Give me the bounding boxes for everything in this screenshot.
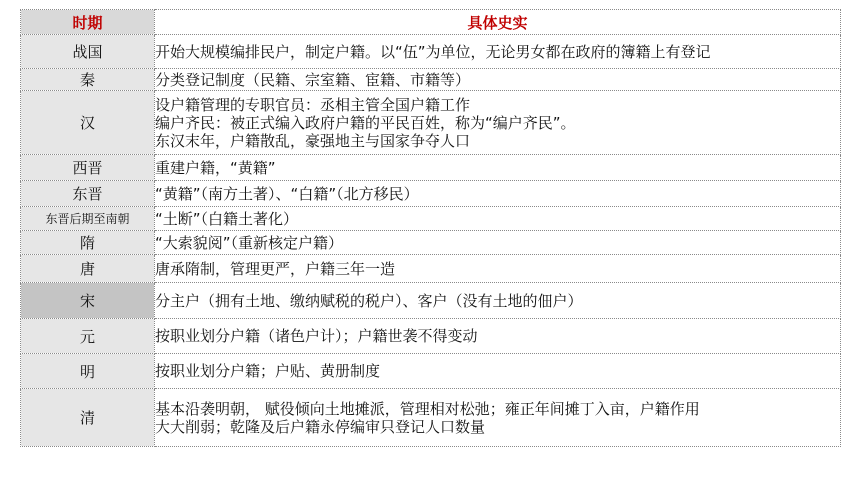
table-row [21, 231, 841, 255]
fact-cell [155, 69, 841, 91]
fact-line: 按职业划分户籍；户贴、黄册制度 [155, 362, 381, 380]
fact-line: 重建户籍，“黄籍” [155, 158, 276, 177]
period-cell: 明 [21, 354, 155, 389]
fact-cell [155, 35, 841, 69]
table-row [21, 69, 841, 91]
fact-cell [155, 207, 841, 231]
fact-cell [155, 231, 841, 255]
table-row [21, 354, 841, 389]
fact-line: 分类登记制度（民籍、宗室籍、宦籍、市籍等） [155, 70, 471, 89]
fact-line: 基本沿袭明朝， 赋役倾向土地摊派，管理相对松弛；雍正年间摊丁入亩，户籍作用 [155, 399, 700, 418]
fact-cell [155, 155, 841, 181]
fact-line: 编户齐民：被正式编入政府户籍的平民百姓，称为“编户齐民”。 [155, 113, 576, 132]
period-cell: 唐 [21, 255, 155, 283]
period-cell: 战国 [21, 35, 155, 69]
table-row [21, 91, 841, 155]
fact-cell [155, 181, 841, 207]
fact-line: 分主户（拥有土地、缴纳赋税的税户）、客户（没有土地的佃户） [155, 291, 583, 310]
period-cell: 西晋 [21, 155, 155, 181]
history-table [20, 9, 841, 447]
period-cell: 东晋后期至南朝 [21, 207, 155, 231]
period-cell: 清 [21, 389, 155, 447]
table-row [21, 181, 841, 207]
period-cell: 秦 [21, 69, 155, 91]
fact-line: 开始大规模编排民户，制定户籍。以“伍”为单位，无论男女都在政府的簿籍上有登记 [155, 43, 711, 61]
fact-line: 按职业划分户籍（诸色户计）；户籍世袭不得变动 [155, 327, 478, 345]
fact-line: 设户籍管理的专职官员：丞相主管全国户籍工作 [155, 95, 471, 114]
period-cell: 宋 [21, 283, 155, 319]
table-row [21, 255, 841, 283]
period-cell: 汉 [21, 91, 155, 155]
table-row [21, 319, 841, 354]
period-cell: 元 [21, 319, 155, 354]
fact-cell [155, 283, 841, 319]
header-period: 时期 [21, 10, 155, 35]
period-cell: 隋 [21, 231, 155, 255]
fact-line: 唐承隋制，管理更严，户籍三年一造 [155, 259, 396, 278]
fact-cell [155, 354, 841, 389]
table-row [21, 389, 841, 447]
fact-cell [155, 319, 841, 354]
fact-cell [155, 91, 841, 155]
fact-line: “黄籍”（南方土著）、“白籍”（北方移民） [155, 184, 419, 203]
table-row [21, 35, 841, 69]
fact-line: 大大削弱；乾隆及后户籍永停编审只登记人口数量 [155, 417, 486, 436]
table-row [21, 283, 841, 319]
period-cell: 东晋 [21, 181, 155, 207]
fact-line: “大索貌阅”（重新核定户籍） [155, 233, 344, 252]
fact-line: 东汉末年，户籍散乱，豪强地主与国家争夺人口 [155, 131, 471, 150]
header-fact: 具体史实 [155, 10, 841, 35]
table-row [21, 207, 841, 231]
table-row [21, 155, 841, 181]
header-row [21, 10, 841, 35]
fact-line: “土断”（白籍土著化） [155, 209, 299, 228]
fact-cell [155, 389, 841, 447]
fact-cell [155, 255, 841, 283]
